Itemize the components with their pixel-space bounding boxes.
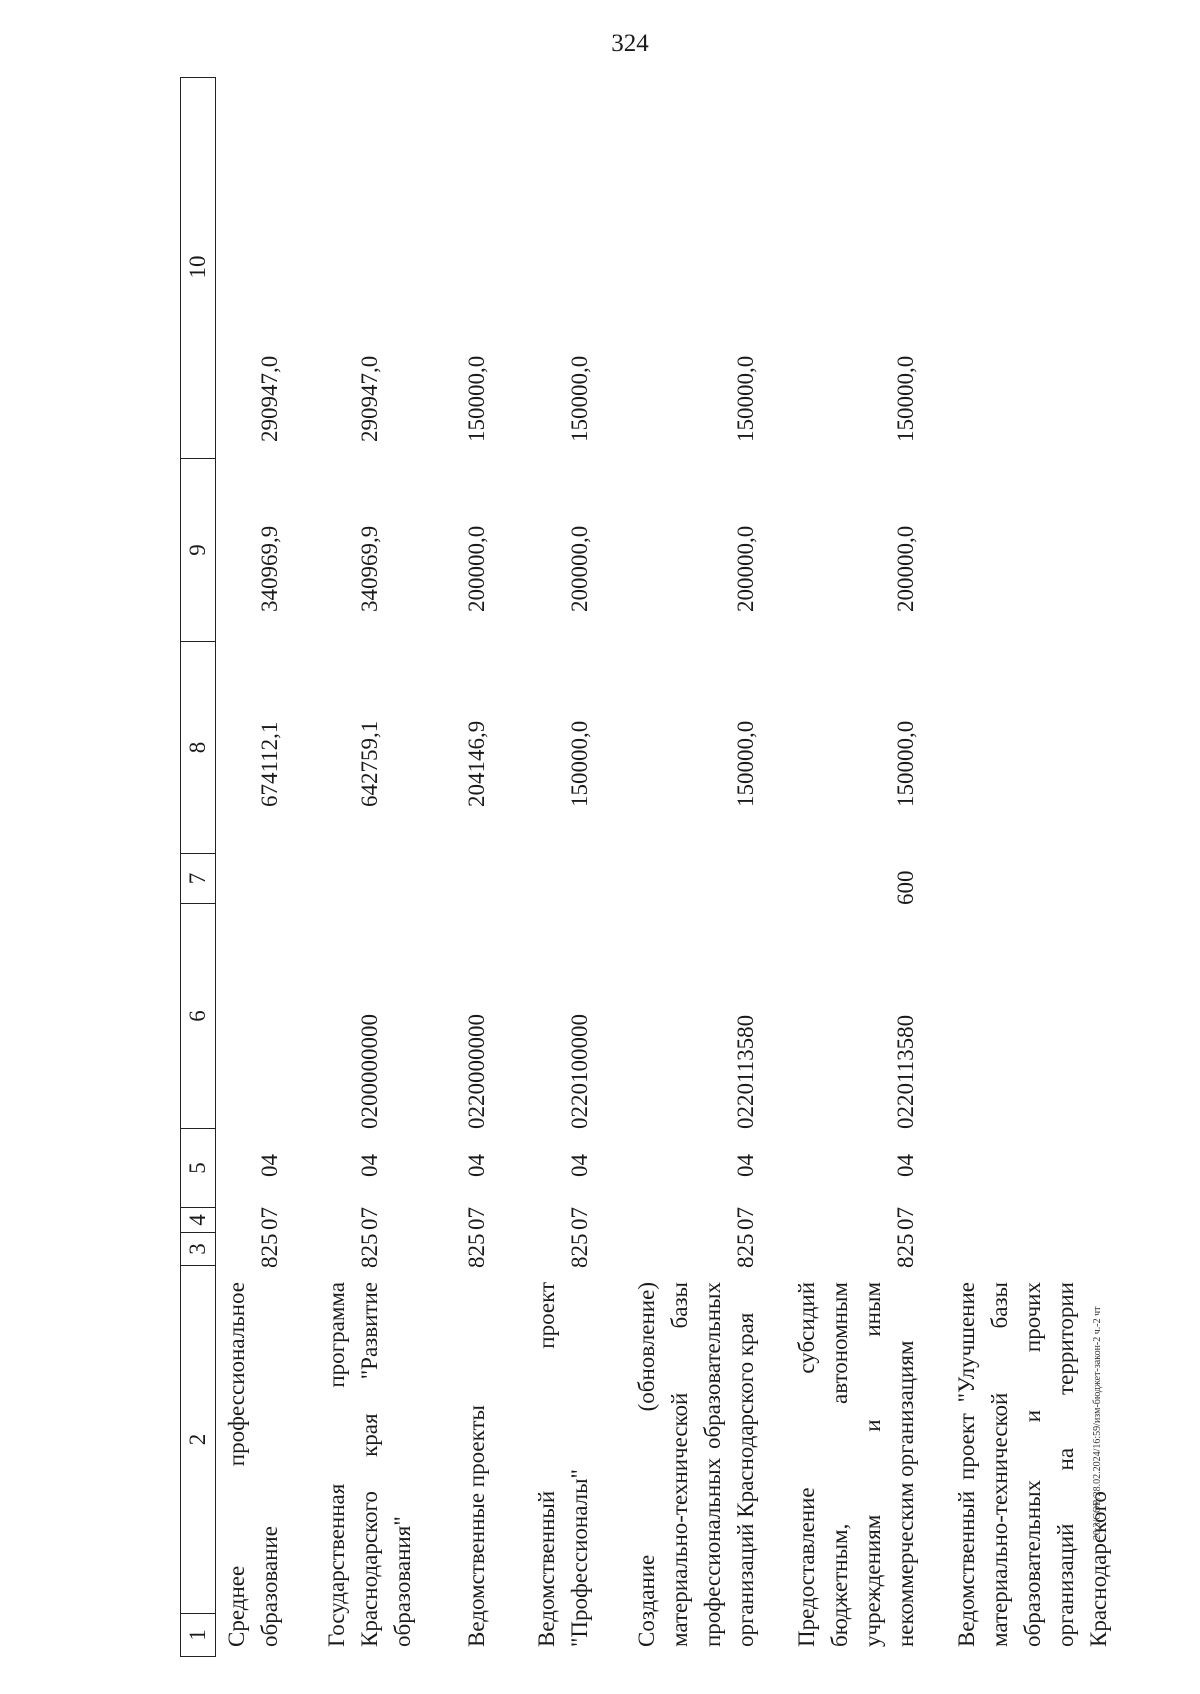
header-col-2: 2	[181, 1266, 215, 1614]
cell-col-5: 04	[464, 1154, 489, 1177]
cell-col-5: 04	[893, 1154, 918, 1177]
row-name: Ведомственный проект "Профессионалы"	[534, 1282, 592, 1647]
cell-col-10: 290947,0	[357, 355, 382, 442]
cell-col-9: 340969,9	[357, 525, 382, 612]
cell-col-5: 04	[357, 1154, 382, 1177]
cell-col-8: 150000,0	[733, 720, 758, 807]
header-col-3: 3	[181, 1233, 215, 1266]
cell-col-9: 200000,0	[733, 525, 758, 612]
cell-col-9: 200000,0	[464, 525, 489, 612]
row-name: Среднее профессиональное образование	[224, 1282, 282, 1647]
cell-col-6: 0200000000	[357, 1014, 382, 1129]
header-col-8: 8	[181, 642, 215, 854]
cell-col-8: 642759,1	[357, 720, 382, 807]
cell-col-4: 07	[257, 1207, 282, 1230]
cell-col-4: 07	[357, 1207, 382, 1230]
row-name: Государственная программа Краснодарского края "Развитие образования"	[324, 1282, 415, 1647]
row-name: Предоставление субсидий бюджетным, автономным учреждениям и иным некоммерческим организациям	[794, 1282, 918, 1647]
header-col-9: 9	[181, 459, 215, 642]
footer-code: 20.3/СОВ/28.02.2024/16:59/изм-бюджет-закон-2 ч.-2 чт	[1092, 1306, 1103, 1540]
cell-col-10: 290947,0	[257, 355, 282, 442]
page-number: 324	[611, 30, 649, 57]
row-name: Ведомственный проект "Улучшение материально-технической базы образовательных и прочих организаций на территории Краснодарского	[954, 1282, 1111, 1647]
cell-col-5: 04	[257, 1154, 282, 1177]
cell-col-10: 150000,0	[567, 355, 592, 442]
cell-col-5: 04	[733, 1154, 758, 1177]
cell-col-8: 150000,0	[567, 720, 592, 807]
cell-col-9: 200000,0	[893, 525, 918, 612]
header-col-4: 4	[181, 1208, 215, 1233]
cell-col-8: 150000,0	[893, 720, 918, 807]
cell-col-7: 600	[893, 870, 918, 905]
cell-col-3: 825	[733, 1233, 758, 1268]
cell-col-3: 825	[357, 1233, 382, 1268]
cell-col-6: 0220113580	[733, 1014, 758, 1129]
table-header	[180, 77, 216, 1657]
cell-col-4: 07	[893, 1207, 918, 1230]
header-col-5: 5	[181, 1129, 215, 1208]
cell-col-3: 825	[567, 1233, 592, 1268]
cell-col-3: 825	[464, 1233, 489, 1268]
cell-col-4: 07	[733, 1207, 758, 1230]
cell-col-5: 04	[567, 1154, 592, 1177]
header-col-6: 6	[181, 904, 215, 1129]
header-col-1: 1	[185, 1629, 210, 1641]
row-name: Ведомственные проекты	[464, 1405, 489, 1647]
cell-col-10: 150000,0	[464, 355, 489, 442]
cell-col-6: 0220000000	[464, 1014, 489, 1129]
cell-col-3: 825	[257, 1233, 282, 1268]
cell-col-6: 0220113580	[893, 1014, 918, 1129]
row-name: Создание (обновление) материально-технической базы профессиональных образовательных организаций Краснодарского края	[634, 1282, 758, 1647]
cell-col-9: 340969,9	[257, 525, 282, 612]
cell-col-10: 150000,0	[733, 355, 758, 442]
cell-col-8: 204146,9	[464, 720, 489, 807]
cell-col-4: 07	[464, 1207, 489, 1230]
cell-col-6: 0220100000	[567, 1014, 592, 1129]
cell-col-10: 150000,0	[893, 355, 918, 442]
cell-col-3: 825	[893, 1233, 918, 1268]
header-col-10: 10	[181, 76, 215, 459]
cell-col-4: 07	[567, 1207, 592, 1230]
cell-col-9: 200000,0	[567, 525, 592, 612]
header-col-7: 7	[181, 854, 215, 904]
cell-col-8: 674112,1	[257, 721, 282, 807]
